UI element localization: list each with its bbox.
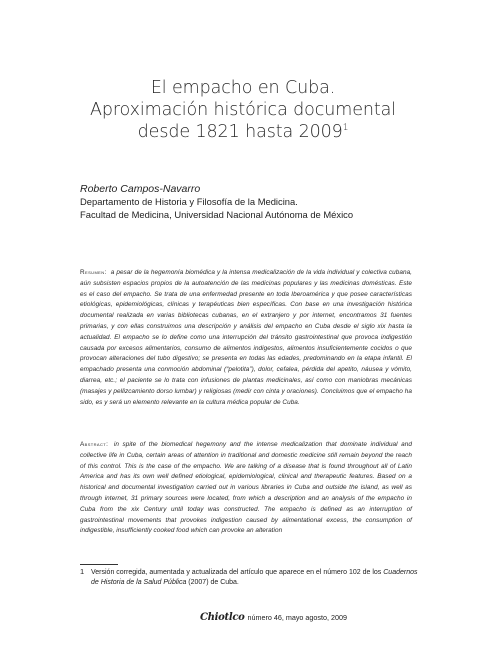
issue-info: número 46, mayo agosto, 2009: [247, 613, 347, 622]
title-line-2: Aproximación histórica documental: [89, 100, 397, 120]
footnote-text: [80, 568, 420, 587]
footnote-number: 1: [80, 567, 85, 576]
page-footer: [200, 612, 420, 623]
footnote-divider: [80, 564, 118, 565]
title-line-1: El empacho en Cuba.: [150, 78, 336, 98]
resumen-paragraph: [80, 268, 412, 408]
abstract-paragraph: [80, 440, 412, 537]
title-line-3-text: desde 1821 hasta 2009: [137, 122, 343, 142]
author-affiliation-faculty: Facultad de Medicina, Universidad Nacional Autónoma de México: [80, 209, 354, 220]
abstract-text: in spite of the biomedical hegemony and the intense medicalization that dominate individual and collective life in Cuba, certain areas of attention in traditional and domestic medicine still remain beyond the reach of this control. This is the case of the empacho. We are talking of a disease that is found throughout all of Latin America and has its own well defined etiological, epidemiological, clinical and therapeutic features. Based on a historical and documental investigation carried out in various libraries in Cuba and outside the island, as well as through internet, 31 primary sources were located, from which a description and an analysis of the empacho in Cuba from the xix Century until today was constructed. The empacho is defined as an interruption of gastrointestinal movements that provokes indigestion caused by alimentational excess, the consumption of indigestible, insufficiently cooked food which can provoke an alteration: [80, 441, 412, 535]
abstract-label: Abstract:: [80, 441, 109, 448]
resumen-text: a pesar de la hegemonía biomédica y la intensa medicalización de la vida individual y colectiva cubana, aún subsisten espacios propios de la autoatención de las medicinas populares y las medicinas domésticas. Este es el caso del empacho. Se trata de una enfermedad presente en toda Iberoamérica y que posee características etiológicas, epidemiológicas, clínicas y terapéuticas bien específicas. Con base en una investigación histórica documental realizada en varias bibliotecas cubanas, en el extranjero y por internet, encontramos 31 fuentes primarias, y con ellas construimos una descripción y análisis del empacho en Cuba desde el siglo xix hasta la actualidad. El empacho se lo define como una interrupción del tránsito gastrointestinal que provoca indigestión causada por excesos alimentarios, consumo de alimentos indigestos, alimentos insuficientemente cocidos o que provocan alteraciones del tubo digestivo; se presenta en todas las edades, predominando en la etapa infantil. El empachado presenta una conmoción abdominal (“pelotita”), dolor, cefalea, pérdida del apetito, náusea y vómito, diarrea, etc.; el paciente se lo trata con infusiones de plantas medicinales, así como con maniobras mecánicas (masajes y pellizcamiento dorso lumbar) y religiosas (medir con cinta y oraciones). Concluimos que el empacho ha sido, es y será un elemento relevante en la cultura médica popular de Cuba.: [80, 269, 412, 406]
author-affiliation-department: Departamento de Historia y Filosofía de la Medicina.: [80, 196, 298, 207]
resumen-label: Resumen:: [80, 269, 107, 276]
footnote-text-before: Versión corregida, aumentada y actualizada del artículo que aparece en el número 102 de los: [91, 569, 384, 576]
title-footnote-mark[interactable]: 1: [342, 123, 349, 134]
title-line-3: [60, 121, 426, 143]
footnote: [80, 568, 420, 587]
author-name: Roberto Campos-Navarro: [80, 183, 201, 195]
journal-logo: Chiotlco: [200, 612, 245, 623]
footnote-journal-title: Cuadernos de Historia de la Salud Pública: [91, 569, 418, 586]
author-block: [80, 183, 420, 221]
footnote-text-after: (2007) de Cuba.: [186, 578, 239, 586]
article-title: [60, 77, 426, 143]
